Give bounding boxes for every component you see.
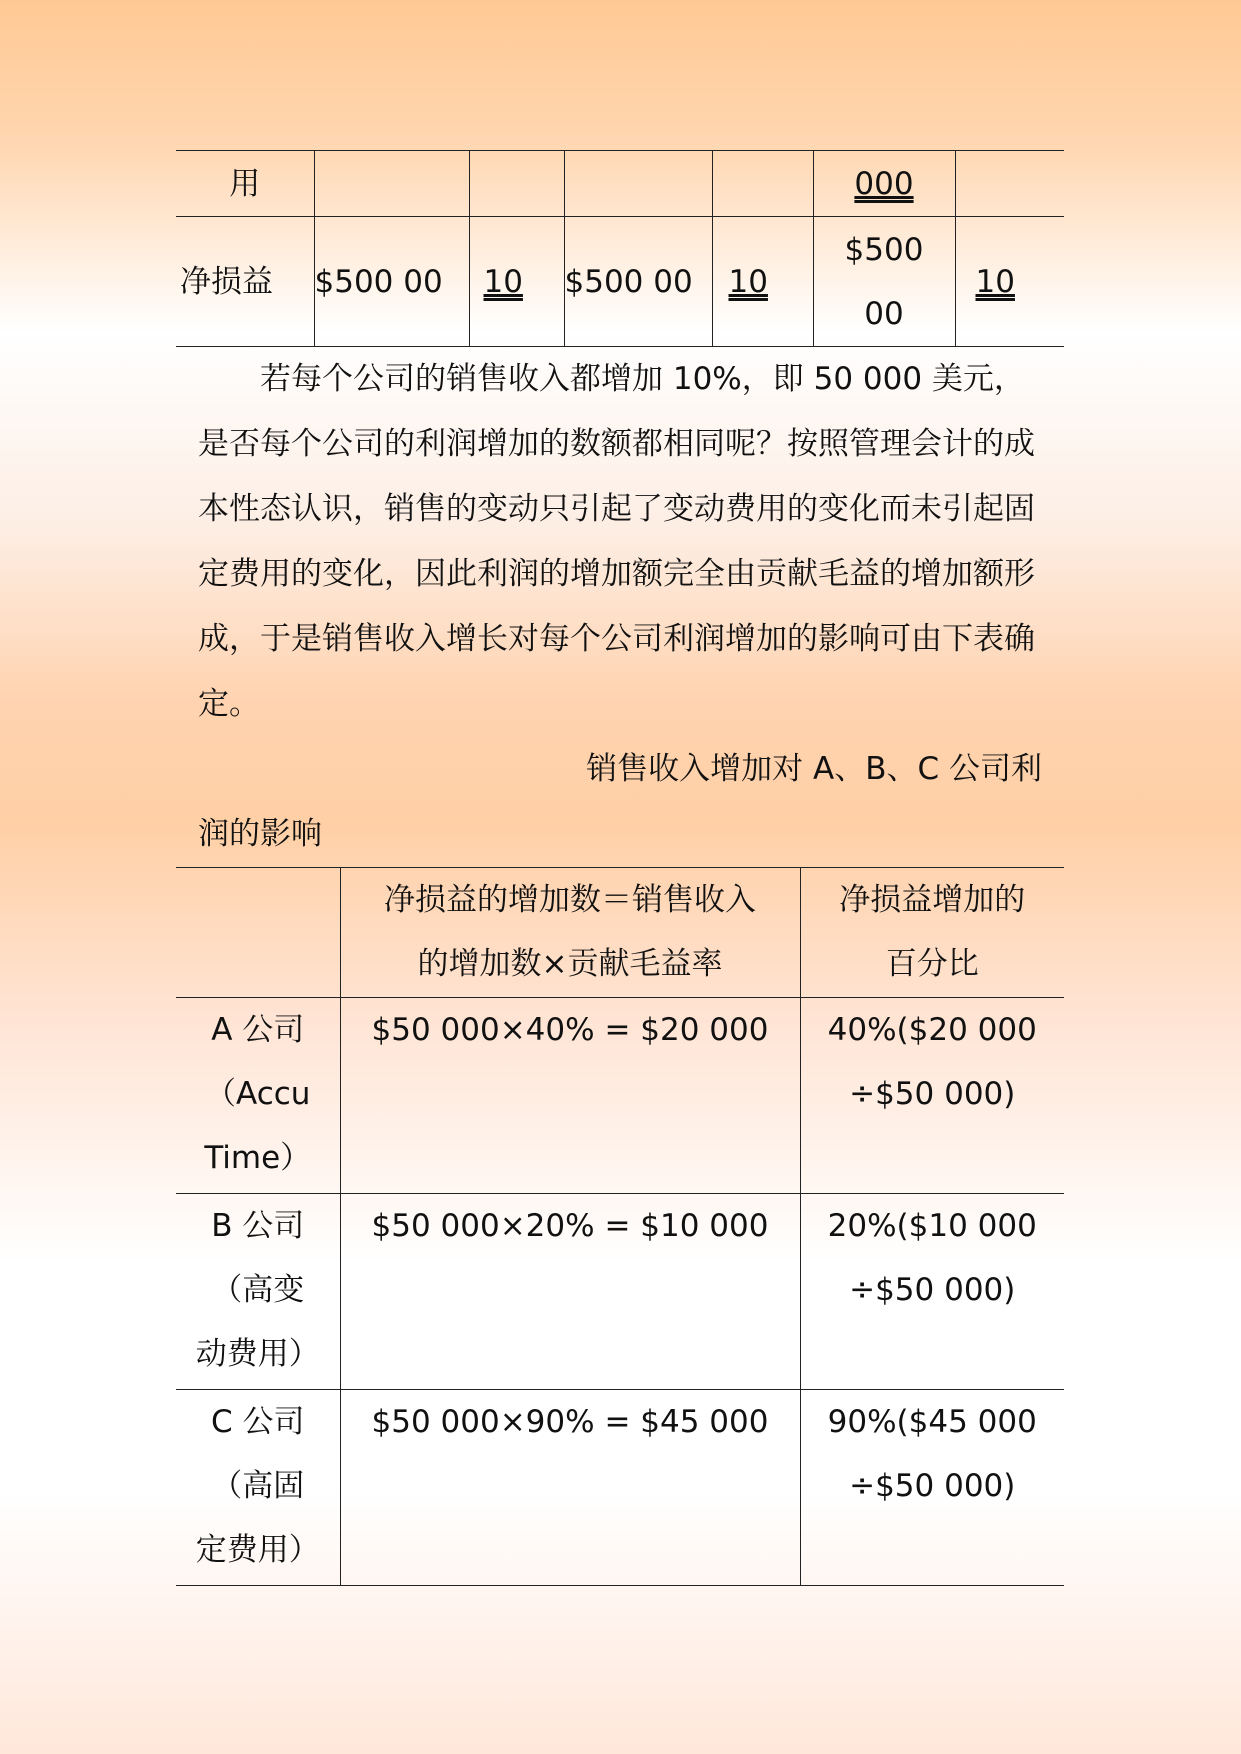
table-caption: 销售收入增加对 A、B、C 公司利 润的影响 [198,751,1042,852]
table-row [176,1194,1064,1390]
formula-cell: $50 000×90% = $45 000 [340,1390,800,1586]
table-header-row [176,868,1064,998]
table-row [176,217,1064,347]
company-name: A 公司 （Accu Time） [204,1012,312,1176]
body-paragraph: 若每个公司的销售收入都增加 10%，即 50 000 美元，是否每个公司的利润增加的数额都相同呢？按照管理会计的成本性态认识，销售的变动只引起了变动费用的变化而未引起固定费用的变化，因此利润的增加额完全由贡献毛益的增加额形成，于是销售收入增长对每个公司利润增加的影响可由下表确定。 [198,361,1035,722]
column-header: 净损益的增加数＝销售收入 的增加数×贡献毛益率 [340,868,800,998]
company-name: C 公司 （高固 定费用） [195,1404,320,1568]
percent-cell: 20%($10 000 ÷$50 000) [800,1194,1064,1390]
table-row [176,998,1064,1194]
percent-cell: 90%($45 000 ÷$50 000) [800,1390,1064,1586]
row-label: 净损益 [180,263,273,300]
cell-value: 10 [728,263,768,300]
profit-impact-table [176,867,1064,1586]
table-row [176,1390,1064,1586]
page-content [176,150,1064,1586]
formula-cell: $50 000×40% = $20 000 [340,998,800,1194]
percent-cell: 40%($20 000 ÷$50 000) [800,998,1064,1194]
column-header: 净损益增加的 百分比 [800,868,1064,998]
company-name: B 公司 （高变 动费用） [195,1208,320,1372]
cell-value: $500 00 [314,217,469,347]
cell-value: 10 [975,263,1015,300]
cell-value: $500 [844,231,924,268]
cell-value: 00 [864,295,904,332]
table-row [176,151,1064,217]
income-table-fragment [176,150,1064,347]
row-label: 用 [229,165,261,202]
cell-value: $500 00 [564,217,712,347]
cell-value: 000 [854,165,914,202]
cell-value: 10 [483,263,523,300]
formula-cell: $50 000×20% = $10 000 [340,1194,800,1390]
